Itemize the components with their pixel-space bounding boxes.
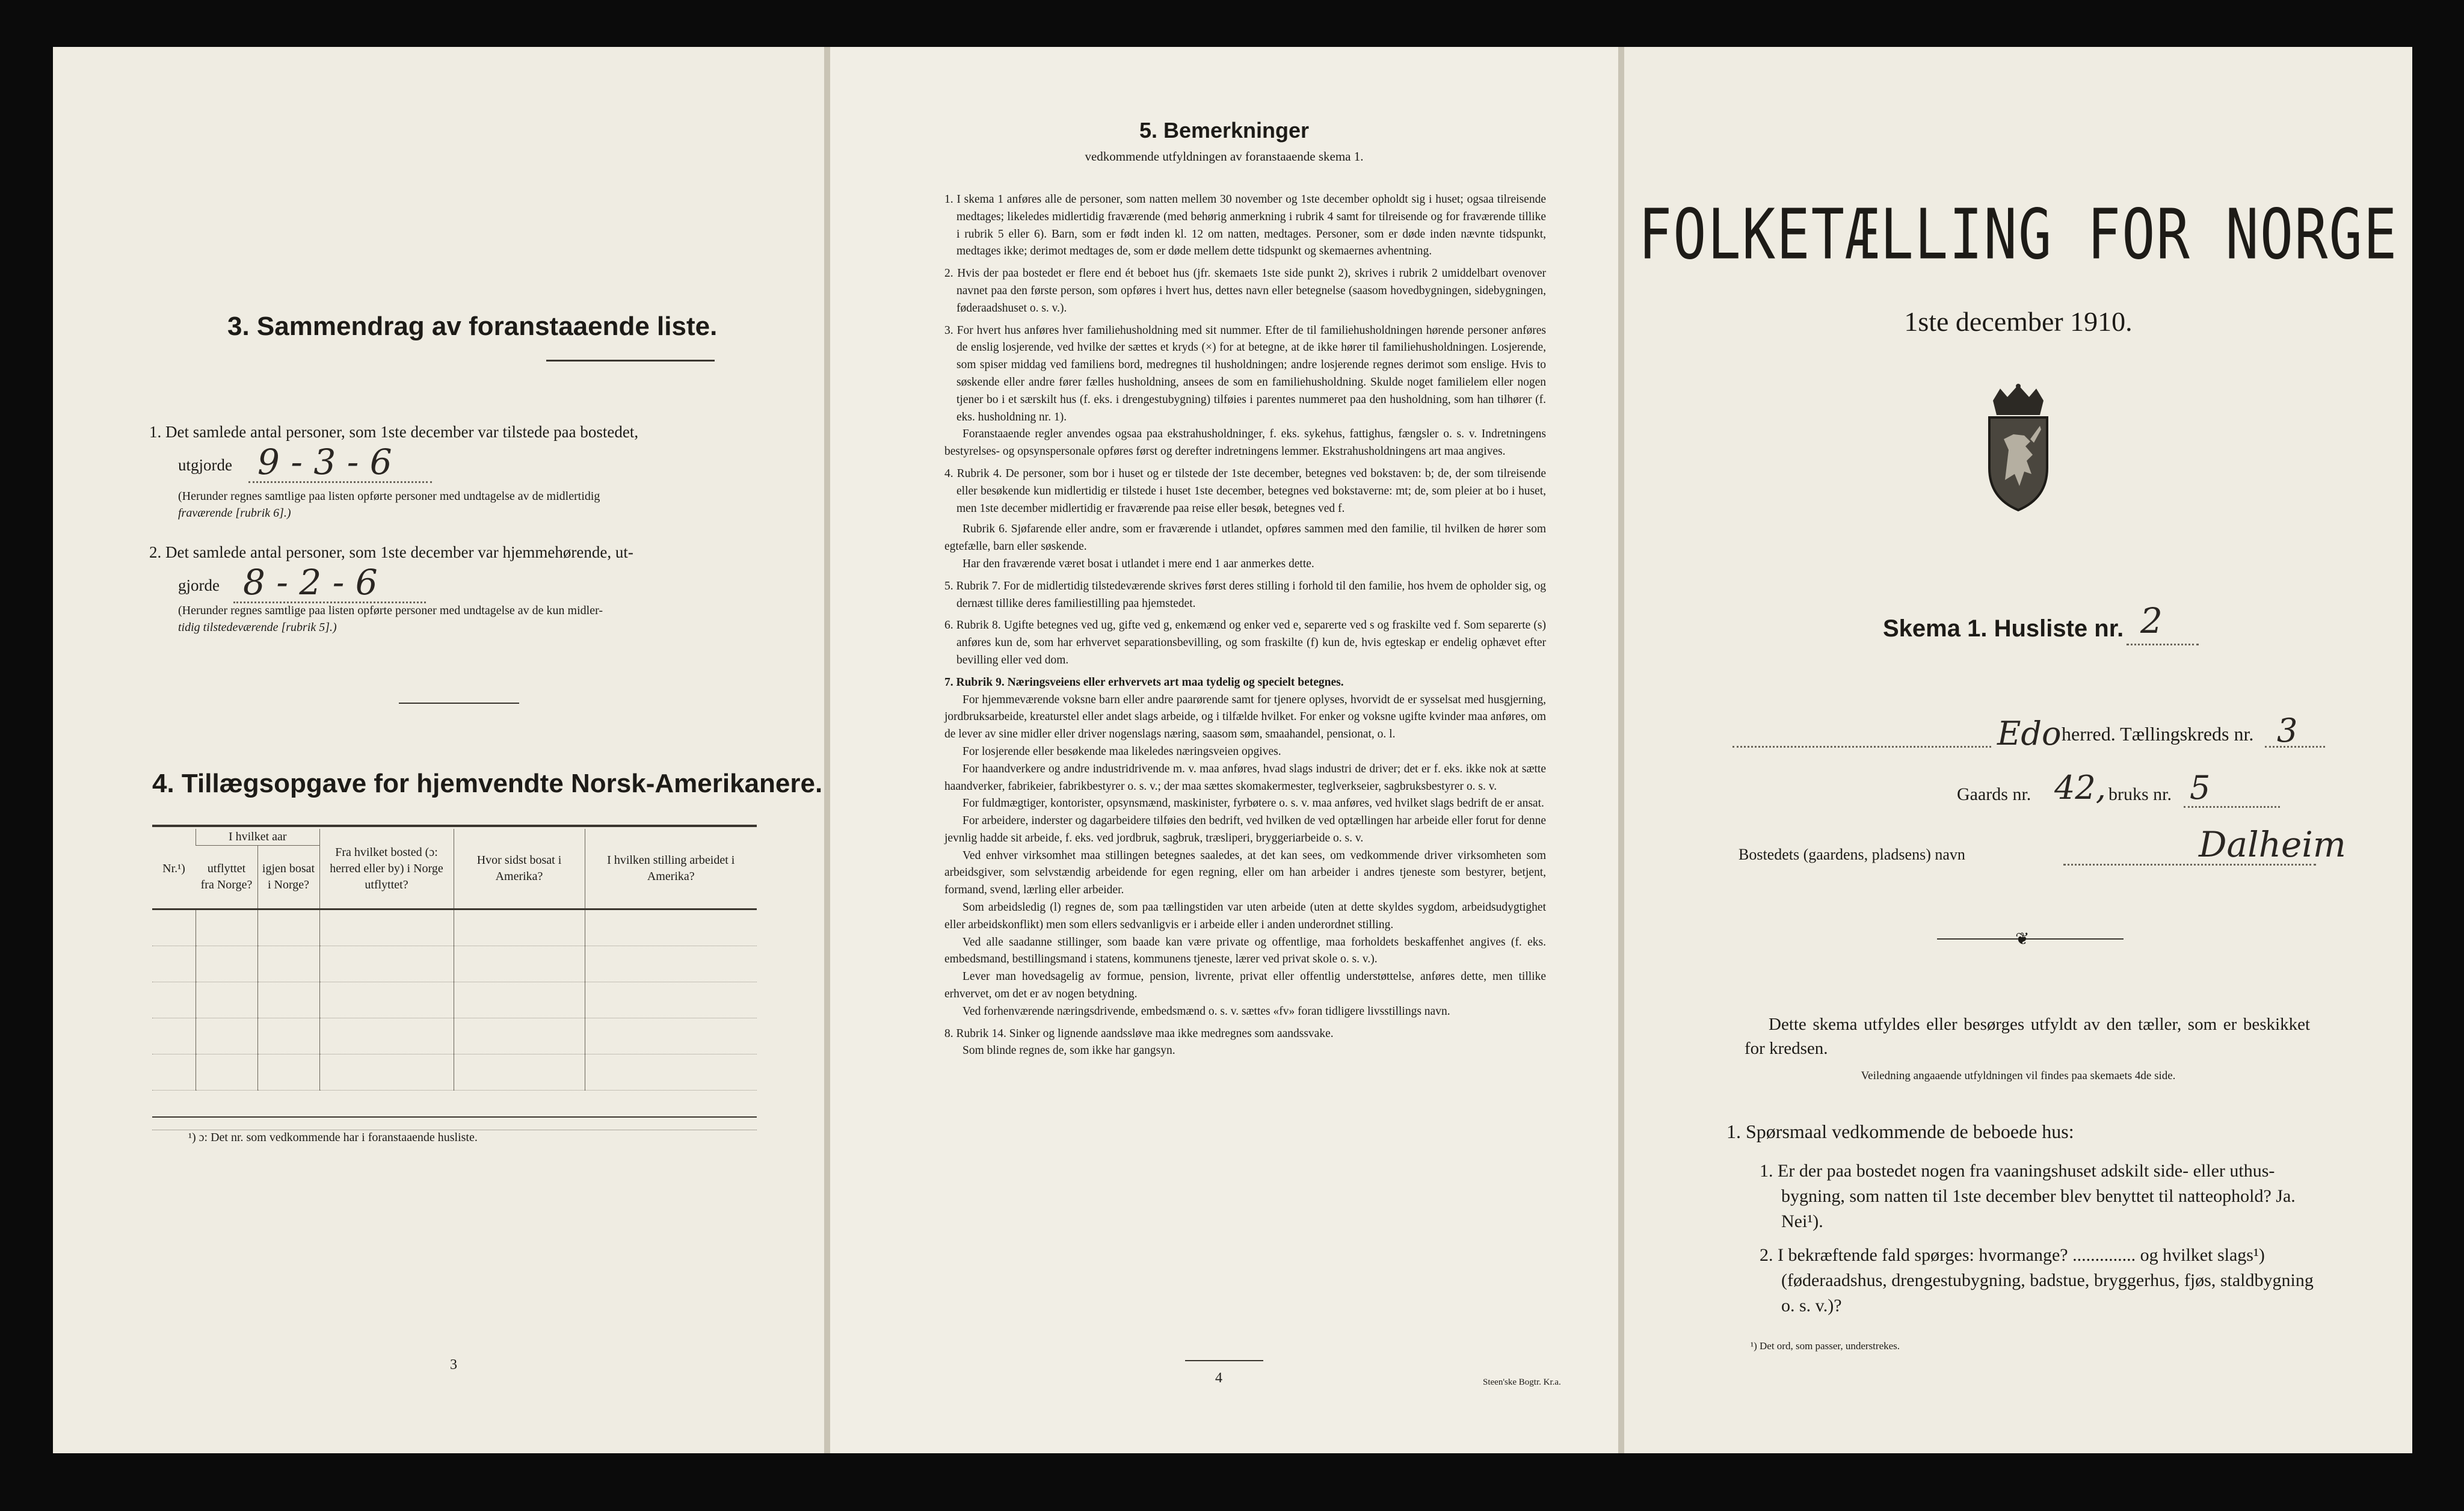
gaards-nr: 42, [2054,769,2106,807]
remarks-body [944,191,1546,1060]
remark-8b: Som blinde regnes de, som ikke har gangsyn. [962,1044,1175,1057]
bosted-name: Dalheim [2199,824,2346,865]
spine-left [824,47,830,1453]
bruks-nr: 5 [2190,769,2211,807]
intro-note: Veiledning angaaende utfyldningen vil findes paa skemaets 4de side. [1861,1069,2176,1082]
remark-7f: For arbeidere, inderster og dagarbeidere tilføies den bedrift, ved hvilken de ved optællingen har arbeide eller forut for denne jevnlig hadde sit arbeide, f. eks. ved jordbruk, sagbruk, træsliperi, bryggeriarbeide o. s. v. [944,814,1546,845]
remark-7d: For haandverkere og andre industridrivende m. v. maa anføres, hvad slags industri de driver; det er f. eks. ikke nok at sætte haandverker, fabrikeier, fabrikbestyrer o. s. v.; der maa sættes skomakermester, teglverkseier, sagbruksbestyrer o. s. v. [944,762,1546,793]
gaards-label: Gaards nr. [1957,784,2031,804]
remark-7c: For losjerende eller besøkende maa likeledes næringsveien opgives. [962,745,1281,758]
husliste-line [2127,644,2199,645]
col-hvor-bosat: Hvor sidst bosat i Amerika? [454,829,585,909]
bosted-line [2063,864,2316,866]
title-footnote: ¹) Det ord, som passer, understrekes. [1751,1340,1900,1352]
table-row [152,909,757,946]
skema-label: Skema 1. Husliste nr. [1883,615,2124,642]
bosted-label: Bostedets (gaardens, pladsens) navn [1739,846,1965,863]
col-fra-bosted: Fra hvilket bosted (ɔ: herred eller by) i Norge utflyttet? [319,829,454,909]
herred-line [1732,746,1991,748]
remarks-subtitle: vedkommende utfyldningen av foranstaaende skema 1. [1085,149,1364,164]
col-group-aar: I hvilket aar [196,829,320,846]
remark-7e: For fuldmægtiger, kontorister, opsynsmænd, maskinister, fyrbøtere o. s. v. maa anføres, ved hvilket slags bedrift de er ansat. [962,797,1544,810]
norsk-amerikanere-table [152,829,757,1091]
item1-handwritten: 9 - 3 - 6 [257,442,392,482]
table-footnote: ¹) ɔ: Det nr. som vedkommende har i foranstaaende husliste. [188,1131,478,1144]
remark-5: 5. Rubrik 7. For de midlertidig tilstedeværende skrives først deres stilling i forhold til den familie, hos hvem de opholder sig, og dernæst tillike deres familiestilling paa hjemstedet. [944,579,1546,610]
table-row [152,982,757,1018]
kreds-line [2265,746,2325,748]
page-number: 3 [450,1357,457,1373]
item2-note-1: (Herunder regnes samtlige paa listen opførte personer med undtagelse av de kun midler- [178,604,603,617]
section-3-title: 3. Sammendrag av foranstaaende liste. [227,312,718,341]
table-bottom-rule [152,1116,757,1118]
remark-3b: Foranstaaende regler anvendes ogsaa paa ekstrahusholdninger, f. eks. sykehus, fattighus, fængsler o. s. v. Indretningens bestyrelses- og opsynspersonale opføres først og derefter indretningens lemmer. Ekstrahusholdningens art maa angives. [944,428,1546,458]
table-row [152,1054,757,1091]
remark-7i: Ved alle saadanne stillinger, som baade kan være private og offentlige, maa forholdets beskaffenhet angives (f. eks. embedsmand, bestillingsmand i statens, kommunens tjeneste, lærer ved privat skole o. s. v.). [944,935,1546,966]
remark-4: 4. Rubrik 4. De personer, som bor i huset og er tilstede der 1ste december, betegnes ved bokstaven: b; de, der som tilreisende eller besøkende kun midlertidig er tilstede i huset 1ste december, betegnes ved bokstaverne: mt; de, som pleier at bo i huset, men 1ste december midlertidig er fraværende paa reise eller besøk, betegnes ved f. [944,467,1546,515]
question-heading: 1. Spørsmaal vedkommende de beboede hus: [1726,1121,2074,1142]
remark-6: 6. Rubrik 8. Ugifte betegnes ved ug, gifte ved g, enkemænd og enker ved e, separerte ved s og fraskilte ved f. Som separerte (s) anføres kun de, som har erhvervet separationsbevilling, og som fraskilte (f) kun de, hvis egteskap er endelig ophævet efter bevilling eller ved dom. [944,619,1546,666]
remark-7b: For hjemmeværende voksne barn eller andre paarørende samt for tjenere oplyses, hvorvidt de er sysselsat med husgjerning, jordbruksarbeide, kreaturstel eller andet slags arbeide, og i tilfælde hvilket. For enker og voksne ugifte kvinder maa anføres, om de lever av sine midler eller driver nogenslags næring, saasom søm, smaahandel, pensionat, o. l. [944,693,1546,741]
remarks-title: 5. Bemerkninger [1139,118,1310,143]
remark-8: 8. Rubrik 14. Sinker og lignende aandssløve maa ikke medregnes som aandssvake. [944,1027,1334,1040]
page-4 [830,47,1618,1453]
bruks-line [2184,806,2280,808]
remark-3: 3. For hvert hus anføres hver familiehusholdning med sit nummer. Efter de til familiehusholdningen hørende personer anføres de enslig losjerende, ved hvilke der sættes et kryds (×) for at betegne, at de ikke hører til familiehusholdningen. Losjerende, som spiser middag ved familiens bord, medregnes til husholdningen; andre losjerende regnes derimot som enslige. Hvis to søskende eller andre fører fælles husholdning, ansees de som en familiehusholdning. Skulde noget familielem eller nogen tjener bo i et særskilt hus (f. eks. i drengestubygning) tilføies i parentes nummeret paa den husholdning, som han tilhører (f. eks. husholdning nr. 1). [944,324,1546,423]
section-4-title: 4. Tillægsopgave for hjemvendte Norsk-Amerikanere. [152,769,823,798]
end-rule [1185,1360,1263,1361]
item1-note-1: (Herunder regnes samtlige paa listen opførte personer med undtagelse av de midlertidig [178,490,600,503]
printer-mark: Steen'ske Bogtr. Kr.a. [1483,1377,1561,1387]
remark-4b: Rubrik 6. Sjøfarende eller andre, som er fraværende i utlandet, opføres sammen med den familie, til hvilken de hører som egtefælle, barn eller søskende. [944,523,1546,553]
remark-7: 7. Rubrik 9. Næringsveiens eller erhvervets art maa tydelig og specielt betegnes. [944,675,1344,689]
ornament-icon: ❦ [2015,930,2030,949]
remark-7k: Ved forhenværende næringsdrivende, embedsmænd o. s. v. sættes «fv» foran tidligere livsstillings navn. [962,1005,1450,1018]
item1-fill-line [248,481,432,483]
item2-text: 2. Det samlede antal personer, som 1ste december var hjemmehørende, ut- [149,543,633,561]
page-number: 4 [1215,1370,1222,1386]
col-stilling: I hvilken stilling arbeidet i Amerika? [585,829,757,909]
remark-7g: Ved enhver virksomhet maa stillingen betegnes saaledes, at det kan sees, om vedkommende driver virksomheten som arbeidsgiver, som selvstændig arbeidende for egen regning, eller om han arbeider i andres tjeneste som bestyrer, betjent, formand, svend, lærling eller arbeider. [944,849,1546,897]
item1-note-2: fraværende [rubrik 6].) [178,506,291,520]
census-date: 1ste december 1910. [1904,306,2133,337]
bruks-label: bruks nr. [2108,784,2172,804]
table-row [152,946,757,982]
kreds-nr: 3 [2277,712,2298,749]
col-utflyttet: utflyttet fra Norge? [196,846,258,909]
question-1: 1. Er der paa bostedet nogen fra vaaningshuset adskilt side- eller uthus-bygning, som natten til 1ste december blev benyttet til natteophold? Ja. Nei¹). [1760,1161,2296,1231]
table-top-rule [152,825,757,827]
remark-1: 1. I skema 1 anføres alle de personer, som natten mellem 30 november og 1ste december opholdt sig i huset; ogsaa tilreisende medtages; likeledes midlertidig fraværende (med behørig anmerkning i rubrik 4 samt for tilreisende og for fraværende tillike i rubrik 5 eller 6). Barn, som er født inden kl. 12 om natten, medtages. Personer, som er døde inden nævnte tidspunkt, medtages ikke; derimot medtages de, som er døde mellem dette tidspunkt og skemaernes avhentning. [944,193,1546,258]
husliste-nr: 2 [2140,600,2163,641]
census-title: FOLKETÆLLING FOR NORGE [1638,194,2398,275]
separator-rule [399,703,519,704]
remark-2: 2. Hvis der paa bostedet er flere end ét beboet hus (jfr. skemaets 1ste side punkt 2), skrives i rubrik 2 umiddelbart ovenover navnet paa den første person, som opføres i hvert hus, dettes navn eller betegnelse (saasom hovedbygningen, sidebygningen, føderaadshuset o. s. v.). [944,267,1546,315]
col-nr: Nr.¹) [152,829,196,909]
page-3 [53,47,824,1453]
item2-gjorde: gjorde [178,576,220,594]
title-rule [546,360,715,362]
ornament-rule [1937,938,2124,940]
remark-4c: Har den fraværende været bosat i utlandet i mere end 1 aar anmerkes dette. [962,557,1314,570]
item1-text: 1. Det samlede antal personer, som 1ste december var tilstede paa bostedet, [149,423,639,441]
item2-note-2: tidig tilstedeværende [rubrik 5].) [178,621,337,634]
coat-of-arms-icon [1982,384,2054,513]
herred-name: Edo [1997,715,2062,752]
question-2: 2. I bekræftende fald spørges: hvormange? .............. og hvilket slags¹) (føderaadshus, drengestubygning, badstue, bryggerhus, fjøs, staldbygning o. s. v.)? [1760,1245,2314,1316]
herred-label: herred. Tællingskreds nr. [2062,723,2254,745]
intro-text: Dette skema utfyldes eller besørges utfyldt av den tæller, som er beskikket for kredsen. [1745,1015,2310,1058]
remark-7j: Lever man hovedsagelig av formue, pension, livrente, privat eller offentlig understøttelse, anføres dette, men tillike erhvervet, om det er av nogen betydning. [944,970,1546,1001]
remark-7h: Som arbeidsledig (l) regnes de, som paa tællingstiden var uten arbeide (uten at dette skyldes sygdom, arbeidsudygtighet eller arbeidskonflikt) men som ellers sedvanligvis er i arbeide eller i anden underordnet stilling. [944,901,1546,931]
spine-right [1618,47,1624,1453]
col-igjen-bosat: igjen bosat i Norge? [257,846,319,909]
item1-utgjorde: utgjorde [178,456,232,474]
page-1-title [1624,47,2412,1453]
table-row [152,1018,757,1054]
item2-handwritten: 8 - 2 - 6 [243,562,378,603]
